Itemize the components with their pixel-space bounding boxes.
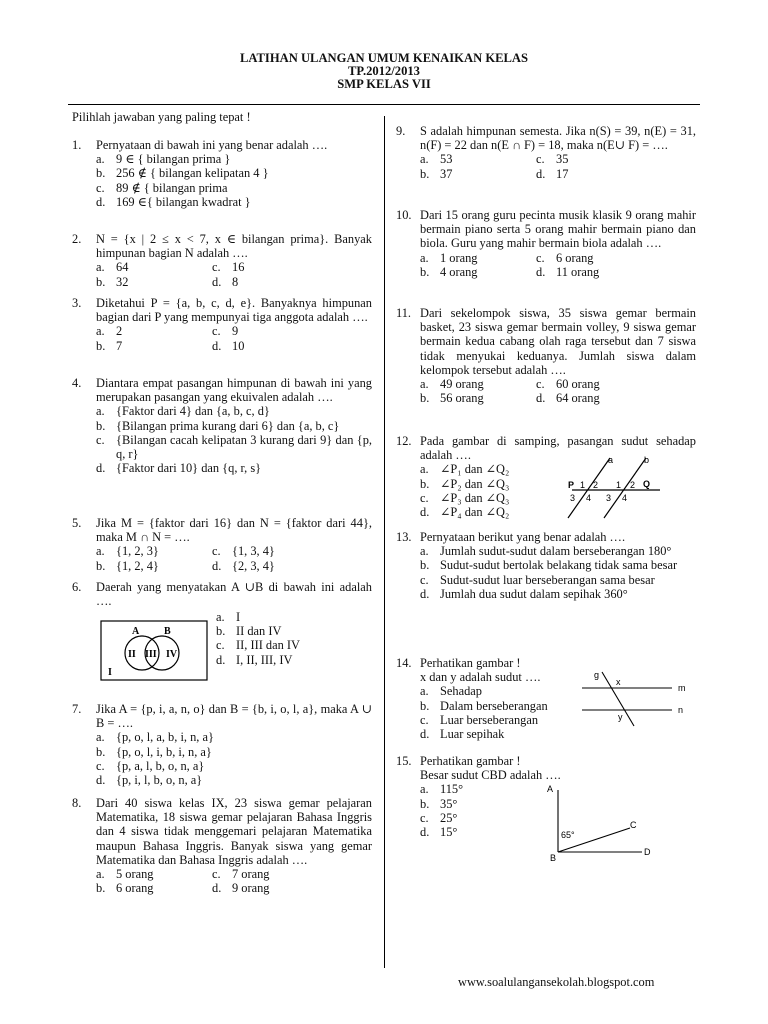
label-g: g	[594, 670, 600, 680]
angle-q2: 2	[630, 480, 636, 490]
option-text: 1 orang	[440, 250, 478, 265]
option-text: 89 ∉ { bilangan prima	[116, 180, 228, 195]
option-text: Sehadap	[440, 684, 482, 699]
venn-label-b: B	[164, 626, 171, 637]
option[interactable]	[96, 324, 212, 338]
question-text: Dari 40 siswa kelas IX, 23 siswa gemar pelajaran Matematika, 18 siswa gemar pelajaran Bahasa Inggris dan 4 siswa tidak menggemari pelajaran Matematika maupun Bahasa Inggris. Banyak siswa yang gemar Matematika dan Bahasa Inggris adalah ….	[96, 796, 372, 867]
option[interactable]	[212, 559, 328, 573]
option-text: 15°	[440, 825, 458, 840]
question-15	[396, 754, 696, 862]
option-letter: a.	[96, 544, 105, 559]
option-text: 17	[556, 166, 569, 181]
option-letter: b.	[96, 338, 106, 353]
instruction: Pilihlah jawaban yang paling tepat !	[72, 110, 251, 124]
question-number: 1.	[72, 138, 82, 152]
option-letter: d.	[212, 338, 222, 353]
option-text: Jumlah dua sudut dalam sepihak 360°	[440, 586, 628, 601]
question-number: 11.	[396, 306, 412, 320]
option[interactable]	[96, 773, 372, 787]
question-text: Diketahui P = {a, b, c, d, e}. Banyaknya himpunan bagian dari P yang mempunyai tiga anggota adalah ….	[96, 296, 372, 325]
column-divider	[384, 116, 385, 968]
option-letter: b.	[96, 881, 106, 896]
question-number: 6.	[72, 580, 82, 594]
option[interactable]	[420, 251, 536, 265]
option-letter: c.	[420, 810, 429, 825]
option[interactable]	[420, 558, 696, 572]
option-letter: c.	[212, 867, 221, 882]
option-letter: b.	[216, 624, 226, 639]
question-number: 2.	[72, 232, 82, 246]
option-letter: c.	[212, 544, 221, 559]
option-text: 64 orang	[556, 391, 600, 406]
question-6	[72, 580, 372, 678]
question-subtext: Besar sudut CBD adalah ….	[420, 768, 561, 783]
option[interactable]	[420, 377, 536, 391]
option[interactable]	[536, 265, 652, 279]
option-letter: b.	[96, 558, 106, 573]
option-letter: c.	[96, 432, 105, 447]
option-letter: c.	[420, 712, 429, 727]
option-list	[420, 544, 696, 601]
option[interactable]	[216, 638, 300, 652]
option-text: 35°	[440, 796, 458, 811]
label-y: y	[618, 712, 623, 722]
option-text: {1, 2, 3}	[116, 544, 159, 559]
option[interactable]	[96, 260, 212, 274]
angle-p1: 1	[580, 480, 586, 490]
option[interactable]	[96, 181, 372, 195]
question-number: 5.	[72, 516, 82, 530]
question-3	[72, 296, 372, 353]
question-10	[396, 208, 696, 279]
question-2	[72, 232, 372, 289]
option-grid	[420, 251, 696, 279]
option[interactable]	[96, 745, 372, 759]
option-text: {p, o, l, a, b, i, n, a}	[116, 730, 214, 745]
option-letter: a.	[96, 404, 105, 419]
option-grid	[96, 324, 372, 352]
option-letter: b.	[96, 274, 106, 289]
option-letter: c.	[536, 152, 545, 167]
option-letter: a.	[96, 152, 105, 167]
label-x: x	[616, 677, 621, 687]
option-text: {Bilangan cacah kelipatan 3 kurang dari 9} dan {p, q, r}	[116, 432, 372, 462]
option-text: {1, 2, 4}	[116, 558, 159, 573]
option[interactable]	[96, 433, 372, 461]
question-text: Dari sekelompok siswa, 35 siswa gemar bermain basket, 23 siswa gemar bermain volley, 9 siswa gemar bermain kedua cabang olah raga tersebut dan 7 siswa tidak menyukai keduanya. Jumlah siswa dalam kelompok tersebut adalah ….	[420, 306, 696, 377]
option[interactable]	[212, 339, 328, 353]
option[interactable]	[96, 152, 372, 166]
option-text: 256 ∉ { bilangan kelipatan 4 }	[116, 166, 269, 181]
option-text: 9	[232, 324, 239, 339]
option-text: 11 orang	[556, 264, 600, 279]
question-13	[396, 530, 696, 601]
question-text: Diantara empat pasangan himpunan di bawah ini yang merupakan pasangan yang ekuivalen adalah ….	[96, 376, 372, 405]
option[interactable]	[96, 275, 212, 289]
option[interactable]	[96, 759, 372, 773]
header-title: LATIHAN ULANGAN UMUM KENAIKAN KELAS	[239, 51, 529, 65]
option-text: 32	[116, 274, 129, 289]
option[interactable]	[536, 391, 652, 405]
option-text: I	[236, 610, 241, 624]
option[interactable]	[96, 339, 212, 353]
option[interactable]	[536, 251, 652, 265]
option-text: II, III dan IV	[236, 638, 300, 653]
question-4	[72, 376, 372, 475]
option-letter: a.	[420, 377, 429, 392]
option[interactable]	[216, 624, 300, 638]
question-number: 15.	[396, 754, 412, 768]
option[interactable]	[212, 324, 328, 338]
question-1	[72, 138, 372, 209]
option-text: Jumlah sudut-sudut dalam berseberangan 180°	[440, 544, 672, 559]
angle-label: 65°	[561, 830, 575, 840]
option[interactable]	[212, 881, 328, 895]
option-text: 7	[116, 338, 123, 353]
option-letter: c.	[536, 377, 545, 392]
option-text: I, II, III, IV	[236, 652, 293, 667]
option-text: {p, i, l, b, o, n, a}	[116, 773, 203, 788]
option-list	[96, 152, 372, 209]
angle-q1: 1	[616, 480, 622, 490]
question-12	[396, 434, 696, 519]
option[interactable]	[420, 573, 696, 587]
option-list	[96, 730, 372, 787]
option-text: 56 orang	[440, 391, 484, 406]
venn-diagram	[100, 620, 210, 682]
label-q: Q	[643, 479, 651, 489]
question-number: 12.	[396, 434, 412, 448]
venn-region-4: IV	[166, 649, 178, 660]
option-text: 4 orang	[440, 264, 478, 279]
option-text: 6 orang	[556, 250, 594, 265]
option-letter: b.	[96, 418, 106, 433]
option-letter: c.	[212, 260, 221, 275]
option-text: ∠P₂ dan ∠Q₃	[440, 476, 510, 491]
option-list	[216, 610, 300, 667]
option-letter: d.	[536, 264, 546, 279]
option-letter: d.	[536, 391, 546, 406]
option[interactable]	[96, 166, 372, 180]
option-letter: b.	[420, 476, 430, 491]
question-text: Pernyataan di bawah ini yang benar adalah ….	[96, 138, 328, 152]
option-text: 5 orang	[116, 867, 154, 882]
option-text: {1, 3, 4}	[232, 544, 275, 559]
option-text: Luar berseberangan	[440, 712, 539, 727]
option-letter: a.	[216, 610, 225, 624]
question-number: 14.	[396, 656, 412, 670]
option-letter: c.	[212, 324, 221, 339]
option-text: 10	[232, 338, 245, 353]
option-letter: a.	[96, 260, 105, 275]
option[interactable]	[536, 377, 652, 391]
option[interactable]	[420, 544, 696, 558]
question-8	[72, 796, 372, 895]
option-letter: a.	[420, 544, 429, 559]
option-letter: c.	[216, 638, 225, 653]
angle-q4: 4	[622, 493, 628, 503]
option-text: 169 ∈{ bilangan kwadrat }	[116, 194, 251, 209]
header	[0, 52, 768, 91]
option-letter: a.	[420, 684, 429, 699]
question-number: 4.	[72, 376, 82, 390]
option-text: {2, 3, 4}	[232, 558, 275, 573]
option[interactable]	[96, 461, 372, 475]
question-text: Perhatikan gambar !	[420, 754, 521, 768]
header-class: SMP KELAS VII	[337, 77, 431, 91]
option-text: {p, a, l, b, o, n, a}	[116, 758, 205, 773]
label-a: A	[547, 784, 554, 794]
option[interactable]	[420, 265, 536, 279]
option[interactable]	[212, 275, 328, 289]
question-text: Jika M = {faktor dari 16} dan N = {faktor dari 44}, maka M ∩ N = ….	[96, 516, 372, 545]
question-text: Pernyataan berikut yang benar adalah ….	[420, 530, 626, 544]
option-text: 64	[116, 260, 129, 275]
option-text: 2	[116, 324, 123, 339]
option[interactable]	[536, 152, 652, 166]
option-letter: d.	[96, 194, 106, 209]
option-letter: b.	[420, 796, 430, 811]
option-text: 49 orang	[440, 377, 484, 392]
option-text: Sudut-sudut luar berseberangan sama besar	[440, 572, 655, 587]
option-letter: d.	[212, 881, 222, 896]
option-letter: b.	[420, 558, 430, 573]
option-grid	[96, 544, 372, 572]
option[interactable]	[420, 587, 696, 601]
option-text: II dan IV	[236, 624, 282, 639]
option-text: {Faktor dari 4} dan {a, b, c, d}	[116, 404, 270, 419]
option-letter: d.	[420, 586, 430, 601]
transversal-figure	[580, 666, 696, 728]
question-text: Perhatikan gambar !	[420, 656, 521, 670]
angle-p2: 2	[593, 480, 599, 490]
question-9	[396, 124, 696, 181]
option-letter: c.	[96, 180, 105, 195]
option-text: 16	[232, 260, 245, 275]
option-letter: d.	[216, 652, 226, 667]
option[interactable]	[96, 404, 372, 418]
label-c: C	[630, 820, 637, 830]
option-text: Sudut-sudut bertolak belakang tidak sama besar	[440, 558, 678, 573]
option-text: {Bilangan prima kurang dari 6} dan {a, b, c}	[116, 418, 340, 433]
option-letter: b.	[96, 744, 106, 759]
option-letter: d.	[536, 166, 546, 181]
option-grid	[96, 867, 372, 895]
option-letter: c.	[420, 490, 429, 505]
angle-figure	[544, 782, 664, 862]
option-letter: a.	[96, 324, 105, 339]
question-text: Daerah yang menyatakan A ∪B di bawah ini adalah ….	[96, 580, 372, 609]
option[interactable]	[420, 167, 536, 181]
option-text: 60 orang	[556, 377, 600, 392]
option[interactable]	[420, 152, 536, 166]
option[interactable]	[96, 881, 212, 895]
option[interactable]	[96, 730, 372, 744]
option-text: {Faktor dari 10} dan {q, r, s}	[116, 461, 262, 476]
option-letter: b.	[420, 264, 430, 279]
option-letter: d.	[420, 505, 430, 520]
option-letter: d.	[420, 825, 430, 840]
label-n: n	[678, 705, 684, 715]
option[interactable]	[96, 544, 212, 558]
option-text: Dalam berseberangan	[440, 698, 548, 713]
label-a: a	[608, 455, 614, 465]
question-11	[396, 306, 696, 405]
option-letter: c.	[96, 758, 105, 773]
label-p: P	[568, 480, 575, 490]
option-letter: a.	[420, 782, 429, 797]
venn-region-2: II	[128, 649, 136, 660]
venn-region-1: I	[108, 667, 112, 678]
option[interactable]	[212, 544, 328, 558]
option-text: ∠P₁ dan ∠Q₂	[440, 462, 510, 477]
question-subtext: x dan y adalah sudut ….	[420, 670, 541, 685]
question-text: Jika A = {p, i, a, n, o} dan B = {b, i, o, l, a}, maka A ∪ B = ….	[96, 702, 372, 731]
question-text: N = {x | 2 ≤ x < 7, x ∈ bilangan prima}. Banyak himpunan bagian N adalah ….	[96, 232, 372, 261]
question-text: S adalah himpunan semesta. Jika n(S) = 39, n(E) = 31, n(F) = 22 dan n(E ∩ F) = 18, maka n(E∪ F) = ….	[420, 124, 696, 153]
option[interactable]	[96, 195, 372, 209]
option-letter: a.	[96, 730, 105, 745]
option-text: 37	[440, 166, 453, 181]
option[interactable]	[216, 653, 300, 667]
option-grid	[420, 377, 696, 405]
option-letter: d.	[212, 274, 222, 289]
option-text: 53	[440, 152, 453, 167]
option[interactable]	[212, 867, 328, 881]
option-text: 9 ∈ { bilangan prima }	[116, 152, 231, 167]
option-text: 6 orang	[116, 881, 154, 896]
option-text: 35	[556, 152, 569, 167]
option-list	[96, 404, 372, 475]
option-letter: a.	[420, 250, 429, 265]
question-number: 13.	[396, 530, 412, 544]
option[interactable]	[96, 867, 212, 881]
option[interactable]	[96, 559, 212, 573]
option-letter: d.	[96, 773, 106, 788]
option-letter: b.	[96, 166, 106, 181]
option-text: 8	[232, 274, 239, 289]
option-text: 9 orang	[232, 881, 270, 896]
header-divider	[68, 104, 700, 105]
line-a	[568, 458, 610, 518]
question-7	[72, 702, 372, 787]
option-letter: d.	[96, 461, 106, 476]
option-grid	[420, 152, 696, 180]
option[interactable]	[420, 391, 536, 405]
option[interactable]	[96, 419, 372, 433]
angle-p4: 4	[586, 493, 592, 503]
header-year: TP.2012/2013	[348, 64, 420, 78]
option-text: Luar sepihak	[440, 727, 505, 742]
question-number: 9.	[396, 124, 406, 138]
option-letter: a.	[420, 152, 429, 167]
question-5	[72, 516, 372, 573]
venn-label-a: A	[132, 626, 140, 637]
question-text: Pada gambar di samping, pasangan sudut sehadap adalah ….	[420, 434, 696, 463]
option[interactable]	[212, 260, 328, 274]
option-letter: c.	[536, 250, 545, 265]
option-letter: d.	[212, 558, 222, 573]
angle-q3: 3	[606, 493, 612, 503]
question-number: 3.	[72, 296, 82, 310]
question-number: 7.	[72, 702, 82, 716]
angle-p3: 3	[570, 493, 576, 503]
option[interactable]	[536, 167, 652, 181]
question-text: Dari 15 orang guru pecinta musik klasik 9 orang mahir bermain piano serta 5 orang mahir bermain piano dan biola. Guru yang mahir bermain biola adalah ….	[420, 208, 696, 251]
question-14	[396, 656, 696, 741]
option-letter: c.	[420, 572, 429, 587]
option-letter: a.	[96, 867, 105, 882]
line-b	[604, 458, 646, 518]
option-text: {p, o, l, i, b, i, n, a}	[116, 744, 212, 759]
option-letter: b.	[420, 698, 430, 713]
option-text: ∠P₄ dan ∠Q₂	[440, 505, 510, 520]
option-letter: a.	[420, 462, 429, 477]
venn-region-3: III	[145, 649, 157, 660]
label-d: D	[644, 847, 651, 857]
option-letter: b.	[420, 391, 430, 406]
option-text: ∠P₃ dan ∠Q₃	[440, 490, 510, 505]
label-b: b	[644, 455, 650, 465]
label-m: m	[678, 683, 686, 693]
question-number: 10.	[396, 208, 412, 222]
label-b: B	[550, 853, 557, 862]
footer-url[interactable]: www.soalulangansekolah.blogspot.com	[458, 975, 655, 989]
question-number: 8.	[72, 796, 82, 810]
option[interactable]	[420, 727, 696, 741]
option-grid	[96, 260, 372, 288]
option[interactable]	[216, 610, 300, 624]
option-text: 7 orang	[232, 867, 270, 882]
option-text: 25°	[440, 810, 458, 825]
option-letter: b.	[420, 166, 430, 181]
parallel-lines-figure	[564, 454, 664, 520]
option-text: 115°	[440, 782, 464, 797]
option-letter: d.	[420, 727, 430, 742]
